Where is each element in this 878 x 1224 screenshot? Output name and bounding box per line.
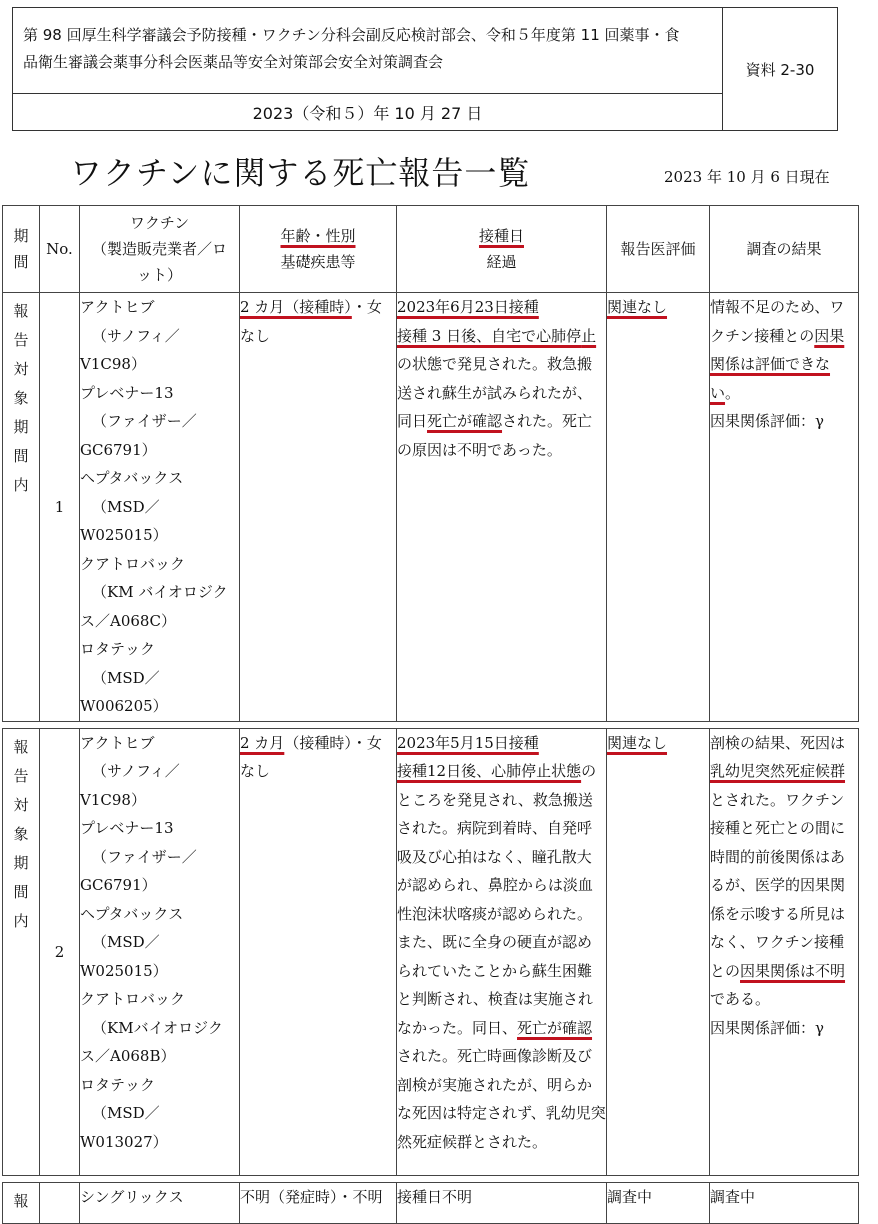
- as-of-date: 2023 年 10 月 6 日現在: [664, 168, 830, 186]
- header-age-sex: 年齢・性別 基礎疾患等: [240, 206, 397, 293]
- age-sex-cell: 不明（発症時）・不明: [240, 1182, 397, 1223]
- header-vaccination: 接種日 経過: [397, 206, 607, 293]
- header-no: No.: [40, 206, 80, 293]
- table-header-row: [3, 206, 859, 293]
- page-title: ワクチンに関する死亡報告一覧: [70, 154, 531, 192]
- header-evaluation: 報告医評価: [607, 206, 710, 293]
- age-sex-cell: 2 カ月（接種時）・女 なし: [240, 728, 397, 1175]
- course-cell: 接種日不明: [397, 1182, 607, 1223]
- row-separator: [3, 1175, 859, 1182]
- row-number: [40, 1182, 80, 1223]
- result-cell: 情報不足のため、ワクチン接種との因果関係は評価できない。 因果関係評価：γ: [710, 293, 859, 722]
- header-vaccine: ワクチン （製造販売業者／ロ ット）: [80, 206, 240, 293]
- meeting-date: 2023（令和５）年 10 月 27 日: [13, 94, 723, 130]
- death-report-table: [2, 205, 859, 1224]
- evaluation-cell: 調査中: [607, 1182, 710, 1223]
- table-row: [3, 293, 859, 722]
- meeting-header: [12, 7, 838, 131]
- meeting-name: [13, 8, 723, 94]
- table-row: [3, 728, 859, 1175]
- header-result: 調査の結果: [710, 206, 859, 293]
- course-cell: 2023年6月23日接種 接種 3 日後、自宅で心肺停止の状態で発見された。救急搬送され蘇生が試みられたが、同日死亡が確認された。死亡の原因は不明であった。: [397, 293, 607, 722]
- document-number: 資料 2-30: [745, 60, 815, 79]
- row-separator: [3, 721, 859, 728]
- meeting-name-line1: 第 98 回厚生科学審議会予防接種・ワクチン分科会副反応検討部会、令和５年度第 11 回薬事・食: [23, 26, 680, 44]
- result-cell: 剖検の結果、死因は乳幼児突然死症候群とされた。ワクチン接種と死亡との間に時間的前後関係はあるが、医学的因果関係を示唆する所見はなく、ワクチン接種との因果関係は不明である。 因果関係評価：γ: [710, 728, 859, 1175]
- result-cell: 調査中: [710, 1182, 859, 1223]
- table-row: [3, 1182, 859, 1223]
- course-cell: 2023年5月15日接種 接種12日後、心肺停止状態のところを発見され、救急搬送された。病院到着時、自発呼吸及び心拍はなく、瞳孔散大が認められ、鼻腔からは淡血性泡沫状喀痰が認められた。また、既に全身の硬直が認められていたことから蘇生困難と判断され、検査は実施されなかった。同日、死亡が確認された。死亡時画像診断及び剖検が実施されたが、明らかな死因は特定されず、乳幼児突然死症候群とされた。: [397, 728, 607, 1175]
- row-number: 1: [40, 293, 80, 722]
- vaccine-list: アクトヒブ （サノフィ／ V1C98） プレベナー13 （ファイザー／ GC6791） ヘプタバックス （MSD／ W025015） クアトロバック （KM バイオロジク ス／A068C） ロタテック （MSD／ W006205）: [80, 293, 240, 722]
- evaluation-cell: 関連なし: [607, 728, 710, 1175]
- meeting-name-line2: 品衛生審議会薬事分科会医薬品等安全対策部会安全対策調査会: [23, 53, 444, 71]
- vaccine-list: アクトヒブ （サノフィ／ V1C98） プレベナー13 （ファイザー／ GC6791） ヘプタバックス （MSD／ W025015） クアトロバック （KMバイオロジク ス／A068B） ロタテック （MSD／ W013027）: [80, 728, 240, 1175]
- evaluation-cell: 関連なし: [607, 293, 710, 722]
- age-sex-cell: 2 カ月（接種時）・女 なし: [240, 293, 397, 722]
- period-cell: 報: [3, 1182, 40, 1223]
- vaccine-list: シングリックス: [80, 1182, 240, 1223]
- header-period: 期 間: [3, 206, 40, 293]
- period-cell: 報 告 対 象 期 間 内: [3, 728, 40, 1175]
- period-cell: 報 告 対 象 期 間 内: [3, 293, 40, 722]
- row-number: 2: [40, 728, 80, 1175]
